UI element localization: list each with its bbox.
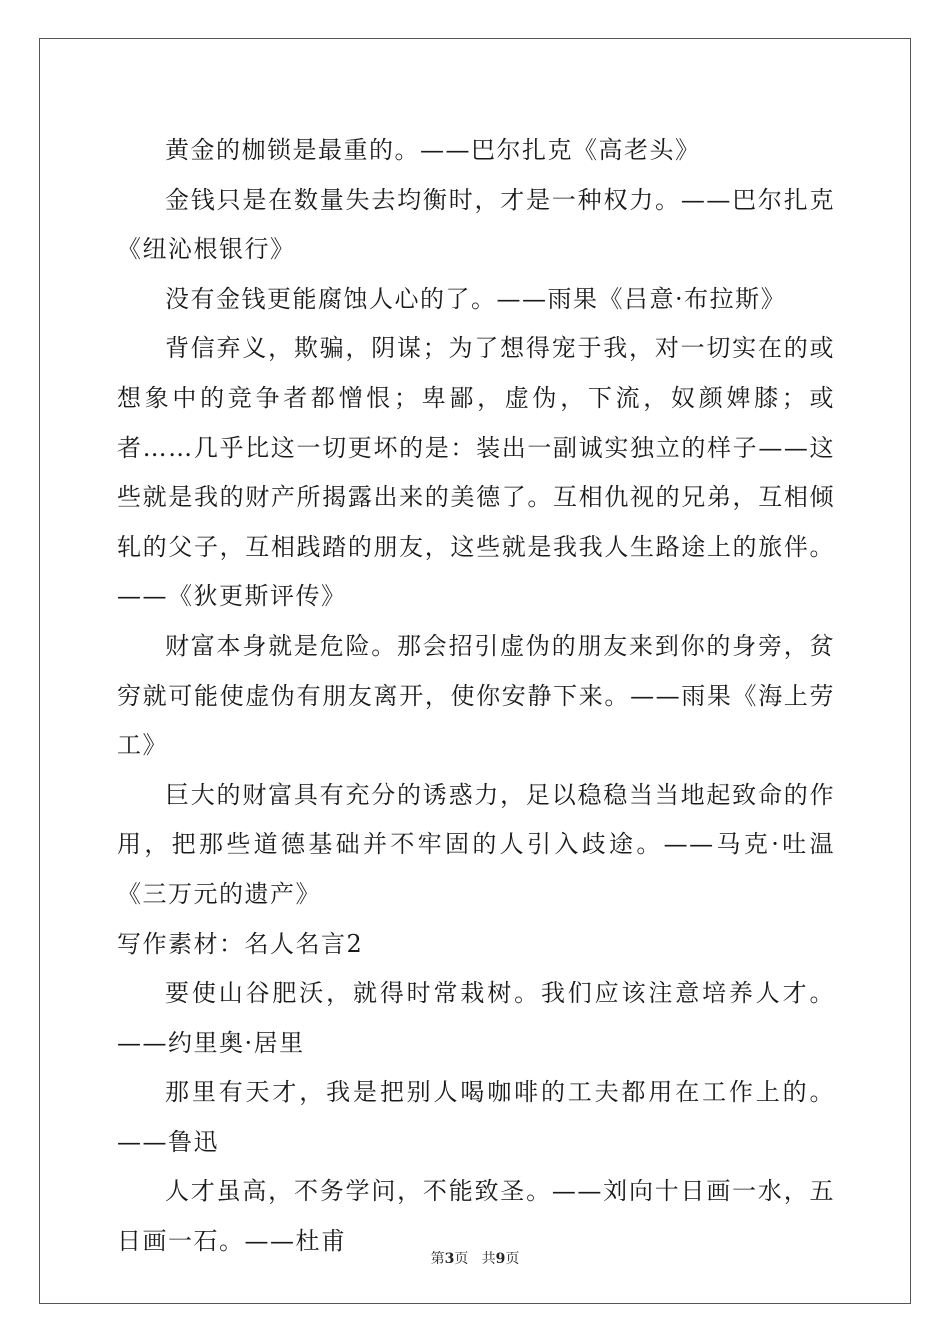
footer-total-prefix: 共 [481, 1251, 496, 1267]
document-body [117, 126, 835, 1267]
quote-paragraph: 没有金钱更能腐蚀人心的了。——雨果《吕意·布拉斯》 [165, 284, 787, 313]
quote-paragraph: 背信弃义，欺骗，阴谋；为了想得宠于我，对一切实在的或想象中的竞争者都憎恨；卑鄙，虚伪，下流，奴颜婢膝；或者……几乎比这一切更坏的是：装出一副诚实独立的样子——这些就是我的财产所揭露出来的美德了。互相仇视的兄弟，互相倾轧的父子，互相践踏的朋友，这些就是我我人生路途上的旅伴。——《狄更斯评传》 [117, 334, 835, 611]
footer-total-suffix: 页 [505, 1251, 520, 1267]
current-page-number: 3 [444, 1251, 455, 1267]
quote-paragraph: 黄金的枷锁是最重的。——巴尔扎克《高老头》 [165, 136, 701, 164]
quote-paragraph: 要使山谷肥沃，就得时常栽树。我们应该注意培养人才。——约里奥·居里 [117, 979, 835, 1057]
quote-paragraph: 人才虽高，不务学问，不能致圣。——刘向十日画一水，五日画一石。——杜甫 [117, 1177, 835, 1256]
section-heading: 写作素材：名人名言2 [117, 929, 364, 958]
quote-paragraph: 财富本身就是危险。那会招引虚伪的朋友来到你的身旁，贫穷就可能使虚伪有朋友离开，使你安静下来。——雨果《海上劳工》 [117, 631, 835, 760]
quote-paragraph: 那里有天才，我是把别人喝咖啡的工夫都用在工作上的。——鲁迅 [117, 1078, 835, 1156]
quote-paragraph: 金钱只是在数量失去均衡时，才是一种权力。——巴尔扎克《纽沁根银行》 [117, 185, 835, 264]
quote-paragraph: 巨大的财富具有充分的诱惑力，足以稳稳当当地起致命的作用，把那些道德基础并不牢固的人引入歧途。——马克·吐温《三万元的遗产》 [117, 780, 835, 908]
page-footer [0, 1248, 950, 1268]
total-page-count: 9 [495, 1251, 506, 1267]
footer-page-suffix: 页 [454, 1251, 469, 1267]
footer-prefix: 第 [430, 1251, 445, 1267]
